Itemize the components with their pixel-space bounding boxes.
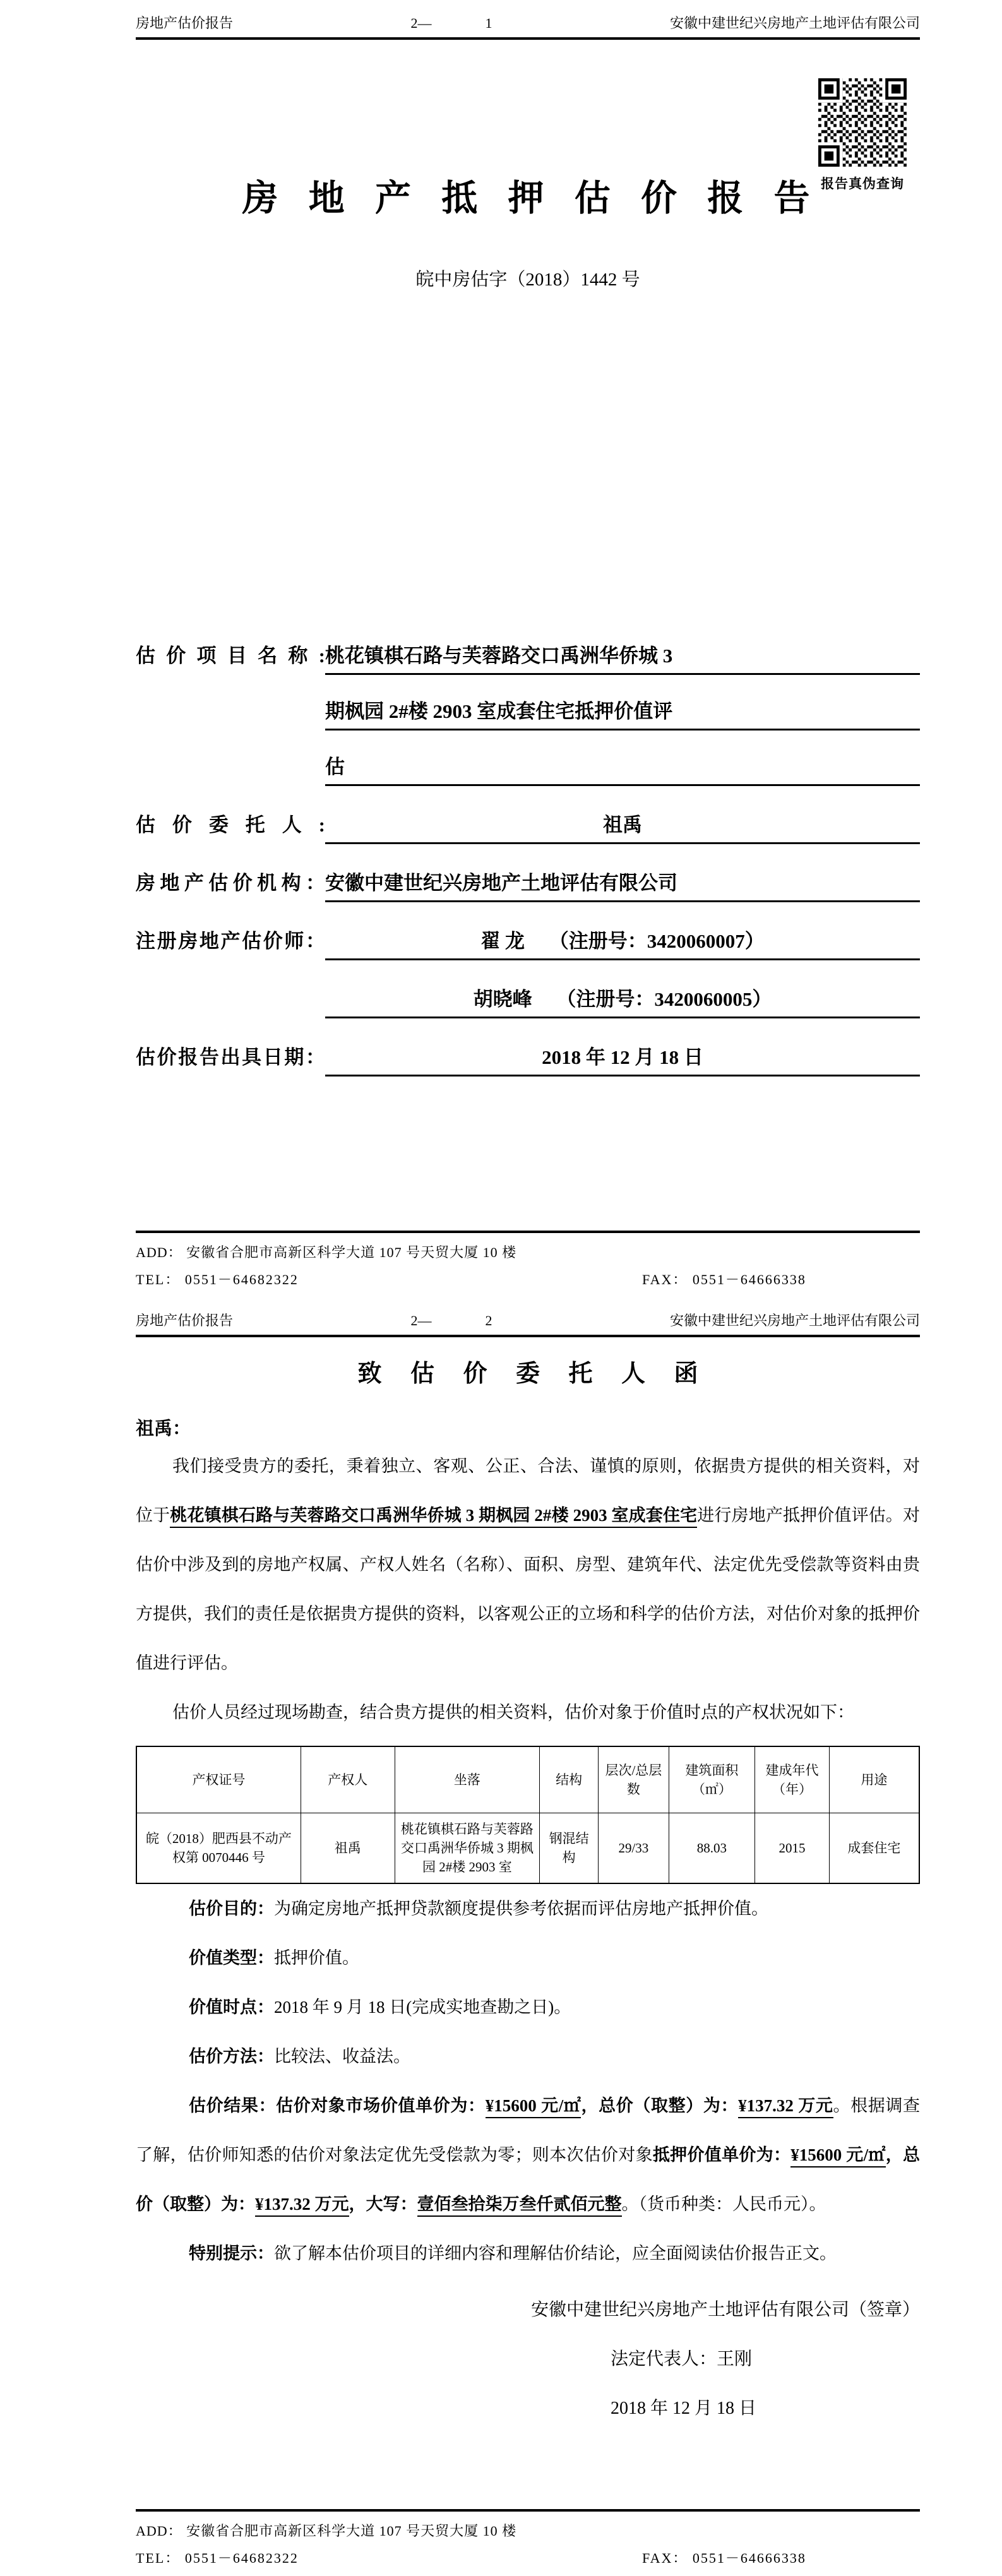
col-floor: 层次/总层数 [599,1746,669,1813]
project-name-line1: 桃花镇棋石路与芙蓉路交口禹洲华侨城 3 [325,640,920,675]
field-client [136,809,920,844]
value-date-text: 2018 年 9 月 18 日(完成实地查勘之日)。 [274,1998,571,2017]
header-page-num: 1 [485,15,492,31]
agency-value: 安徽中建世纪兴房地产土地评估有限公司 [325,867,920,902]
col-year-built: 建成年代（年） [755,1746,830,1813]
appraiser-label: 注册房地产估价师： [136,930,325,952]
client-value: 祖禹 [325,809,920,844]
report-verification-block [802,78,922,193]
footer-fax: FAX： 0551－64666338 [642,2550,806,2566]
header-company: 安徽中建世纪兴房地产土地评估有限公司 [669,1313,920,1328]
page1-footer [136,1231,920,1289]
col-structure: 结构 [540,1746,599,1813]
signature-date: 2018 年 12 月 18 日 [611,2399,757,2418]
result-seg-5: 。根据调查了解，估价师知悉的估价对象法定优先受偿款为零；则本次估价对象 [136,2096,921,2164]
field-agency [136,867,920,902]
header-page-total: 2— [410,1313,432,1328]
header-page-numbers [411,1313,492,1329]
result-seg-8: ，总价（取整）为： [136,2145,920,2214]
col-location: 坐落 [395,1746,539,1813]
footer-contacts [136,1269,920,1289]
property-rights-table [136,1746,920,1884]
cell-owner: 祖禹 [301,1813,395,1884]
cell-cert-no: 皖（2018）肥西县不动产权第 0070446 号 [136,1813,301,1884]
header-doc-type: 房地产估价报告 [136,1313,234,1328]
result-total-price-2: ¥137.32 万元 [255,2195,349,2217]
result-amount-words: 壹佰叁拾柒万叁仟贰佰元整 [417,2195,622,2217]
footer-contacts [136,2548,920,2567]
cover-fields [136,640,920,1076]
qr-code [818,78,907,167]
cell-use: 成套住宅 [829,1813,919,1884]
result-seg-1: 估价对象市场价值单价为： [276,2096,486,2115]
letter-title: 致 估 价 委 托 人 函 [357,1361,698,1387]
footer-address: ADD： 安徽省合肥市高新区科学大道 107 号天贸大厦 10 楼 [136,1244,517,1260]
project-name-line3: 估 [325,751,920,786]
report-title: 房 地 产 抵 押 估 价 报 告 [242,179,814,218]
qr-caption: 报告真伪查询 [821,176,904,191]
para1-text-a: 我们接受贵方的委托，秉着独立、客观、公正、合法、谨慎的原则，依据贵方提供的相关资料，对位于 [136,1457,920,1525]
para1-subject-property: 桃花镇棋石路与芙蓉路交口禹洲华侨城 3 期枫园 2#楼 2903 室成套住宅 [170,1506,697,1528]
col-use: 用途 [829,1746,919,1813]
value-type-text: 抵押价值。 [274,1948,359,1967]
result-seg-10: ，大写： [349,2195,417,2214]
item-notice [136,2229,920,2278]
header-page-num: 2 [485,1313,492,1328]
result-label: 估价结果： [189,2096,277,2115]
appraiser-2-spacer [136,983,325,1018]
item-value-type [136,1933,920,1983]
result-seg-12: 。（货币种类：人民币元）。 [621,2195,826,2214]
letter-page [0,1297,1002,2576]
purpose-label: 估价目的： [189,1899,274,1918]
header-doc-type: 房地产估价报告 [136,15,234,31]
cell-location: 桃花镇棋石路与芙蓉路交口禹洲华侨城 3 期枫园 2#楼 2903 室 [395,1813,539,1884]
item-method [136,2032,920,2081]
cell-floor: 29/33 [599,1813,669,1884]
header-page-total: 2— [410,15,432,31]
value-type-label: 价值类型： [189,1948,274,1967]
method-label: 估价方法： [189,2047,274,2066]
result-seg-3: ，总价（取整）为： [581,2096,739,2115]
result-unit-price-2: ¥15600 元/㎡ [790,2145,885,2168]
notice-label: 特别提示： [189,2244,274,2263]
appraiser-1-value: 翟 龙 （注册号：3420060007） [325,925,920,960]
col-area: 建筑面积（㎡） [669,1746,754,1813]
page2-footer [136,2509,920,2567]
report-number: 皖中房估字（2018）1442 号 [415,270,640,290]
footer-tel: TEL： 0551－64682322 [136,2550,299,2566]
field-project-name [136,640,920,786]
header-company: 安徽中建世纪兴房地产土地评估有限公司 [669,15,920,31]
para1-text-c: 进行房地产抵押价值评估。对估价中涉及到的房地产权属、产权人姓名（名称）、面积、房型、建筑年代、法定优先受偿款等资料由贵方提供，我们的责任是依据贵方提供的资料，以客观公正的立场和科学的估价方法，对估价对象的抵押价值进行评估。 [136,1506,921,1673]
cell-structure: 钢混结构 [540,1813,599,1884]
col-cert-no: 产权证号 [136,1746,301,1813]
cell-year-built: 2015 [755,1813,830,1884]
footer-tel: TEL： 0551－64682322 [136,1272,299,1287]
footer-address: ADD： 安徽省合肥市高新区科学大道 107 号天贸大厦 10 楼 [136,2523,517,2539]
table-header-row [136,1746,919,1813]
letter-paragraph-2: 估价人员经过现场勘查，结合贵方提供的相关资料，估价对象于价值时点的产权状况如下： [172,1703,854,1722]
purpose-text: 为确定房地产抵押贷款额度提供参考依据而评估房地产抵押价值。 [274,1899,768,1918]
item-result [136,2081,920,2229]
issue-date-value: 2018 年 12 月 18 日 [325,1041,920,1076]
agency-label: 房地产估价机构： [136,872,325,894]
project-name-value [325,640,920,786]
signature-legal-rep: 法定代表人：王刚 [611,2349,753,2369]
item-purpose [136,1884,920,1933]
field-appraiser-1 [136,925,920,960]
header-page-numbers [411,15,492,32]
field-issue-date [136,1041,920,1076]
signature-company: 安徽中建世纪兴房地产土地评估有限公司（签章） [530,2300,920,2320]
issue-date-label: 估价报告出具日期： [136,1046,325,1068]
letter-paragraph-1 [136,1441,920,1688]
appraiser-2-value: 胡晓峰 （注册号：3420060005） [325,983,920,1018]
result-total-price-1: ¥137.32 万元 [738,2096,833,2118]
value-date-label: 价值时点： [189,1998,274,2017]
table-data-row [136,1813,919,1884]
salutation: 祖禹： [136,1419,191,1439]
cell-area: 88.03 [669,1813,754,1884]
project-name-line2: 期枫园 2#楼 2903 室成套住宅抵押价值评 [325,695,920,730]
notice-text: 欲了解本估价项目的详细内容和理解估价结论，应全面阅读估价报告正文。 [274,2244,837,2263]
method-text: 比较法、收益法。 [274,2047,410,2066]
item-value-date [136,1983,920,2032]
client-label: 估价委托人: [136,814,325,836]
running-header [136,1297,920,1337]
result-unit-price-1: ¥15600 元/㎡ [486,2096,582,2118]
project-name-label: 估价项目名称: [136,645,325,667]
field-appraiser-2 [136,983,920,1018]
footer-fax: FAX： 0551－64666338 [642,1272,806,1287]
result-seg-6: 抵押价值单价为： [652,2145,791,2164]
running-header [136,0,920,40]
col-owner: 产权人 [301,1746,395,1813]
